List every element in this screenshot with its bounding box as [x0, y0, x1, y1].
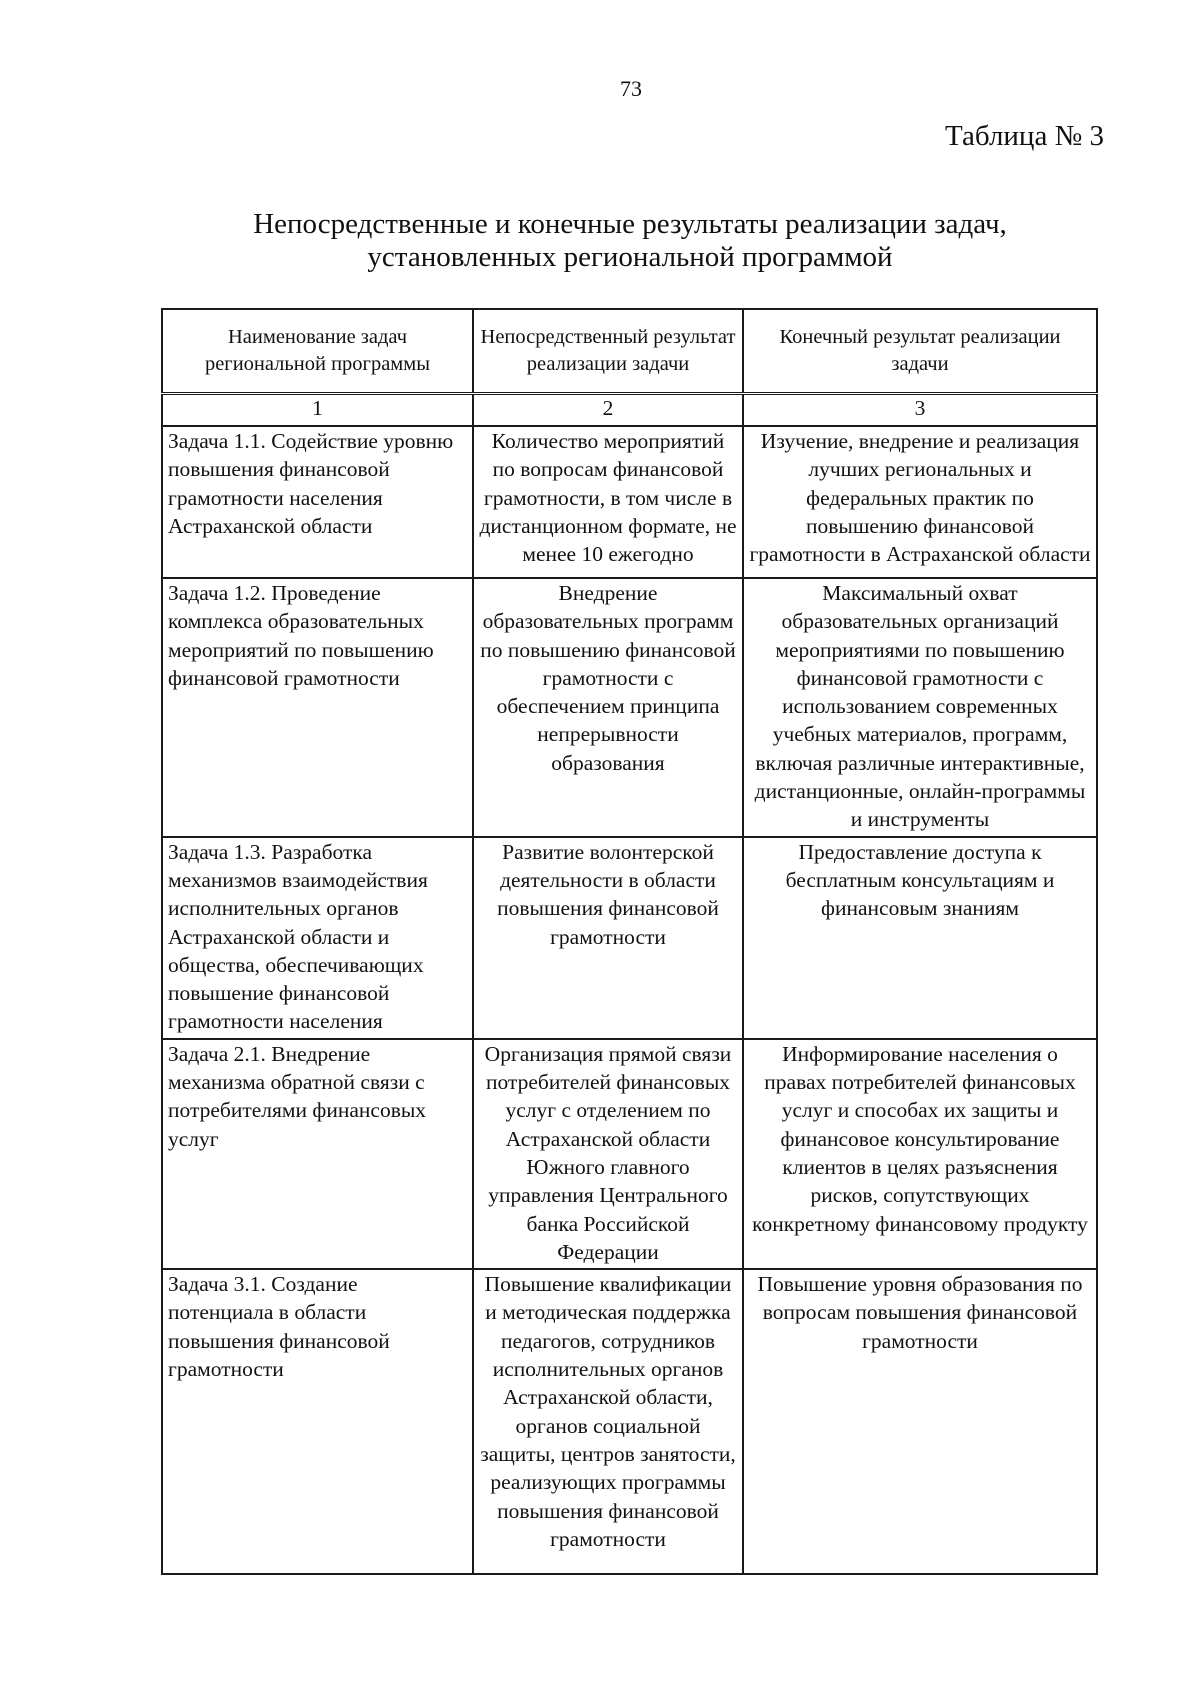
column-number: 1	[162, 394, 473, 427]
results-table	[161, 308, 1098, 1575]
document-title-line-1: Непосредственные и конечные результаты реализации задач,	[253, 208, 1007, 240]
task-cell: Задача 1.2. Проведение комплекса образовательных мероприятий по повышению финансовой грамотности	[162, 578, 473, 837]
final-result-cell: Изучение, внедрение и реализация лучших региональных и федеральных практик по повышению финансовой грамотности в Астраханской области	[743, 426, 1097, 578]
table-row	[162, 1269, 1097, 1574]
header-task-name: Наименование задач региональной программы	[162, 309, 473, 394]
direct-result-cell: Организация прямой связи потребителей финансовых услуг с отделением по Астраханской области Южного главного управления Центрального банка Российской Федерации	[473, 1039, 743, 1269]
direct-result-cell: Повышение квалификации и методическая поддержка педагогов, сотрудников исполнительных органов Астраханской области, органов социальной защиты, центров занятости, реализующих программы повышения финансовой грамотности	[473, 1269, 743, 1574]
document-title-line-2: установленных региональной программой	[367, 241, 893, 273]
direct-result-cell: Развитие волонтерской деятельности в области повышения финансовой грамотности	[473, 837, 743, 1039]
direct-result-cell: Количество мероприятий по вопросам финансовой грамотности, в том числе в дистанционном формате, не менее 10 ежегодно	[473, 426, 743, 578]
final-result-cell: Предоставление доступа к бесплатным консультациям и финансовым знаниям	[743, 837, 1097, 1039]
final-result-cell: Повышение уровня образования по вопросам повышения финансовой грамотности	[743, 1269, 1097, 1574]
header-row	[162, 309, 1097, 394]
table-label: Таблица № 3	[945, 120, 1104, 152]
final-result-cell: Информирование населения о правах потребителей финансовых услуг и способах их защиты и финансовое консультирование клиентов в целях разъяснения рисков, сопутствующих конкретному финансовому продукту	[743, 1039, 1097, 1269]
column-number: 3	[743, 394, 1097, 427]
table-row	[162, 1039, 1097, 1269]
direct-result-cell: Внедрение образовательных программ по повышению финансовой грамотности с обеспечением принципа непрерывности образования	[473, 578, 743, 837]
table-row	[162, 578, 1097, 837]
final-result-cell: Максимальный охват образовательных организаций мероприятиями по повышению финансовой грамотности с использованием современных учебных материалов, программ, включая различные интерактивные, дистанционные, онлайн-программы и инструменты	[743, 578, 1097, 837]
page-number: 73	[620, 76, 642, 101]
column-number-row	[162, 394, 1097, 427]
header-direct-result: Непосредственный результат реализации задачи	[473, 309, 743, 394]
table-row	[162, 426, 1097, 578]
header-final-result: Конечный результат реализации задачи	[743, 309, 1097, 394]
task-cell: Задача 3.1. Создание потенциала в области повышения финансовой грамотности	[162, 1269, 473, 1574]
column-number: 2	[473, 394, 743, 427]
table-row	[162, 837, 1097, 1039]
task-cell: Задача 1.1. Содействие уровню повышения финансовой грамотности населения Астраханской области	[162, 426, 473, 578]
task-cell: Задача 2.1. Внедрение механизма обратной связи с потребителями финансовых услуг	[162, 1039, 473, 1269]
task-cell: Задача 1.3. Разработка механизмов взаимодействия исполнительных органов Астраханской области и общества, обеспечивающих повышение финансовой грамотности населения	[162, 837, 473, 1039]
document-title	[150, 208, 1110, 274]
